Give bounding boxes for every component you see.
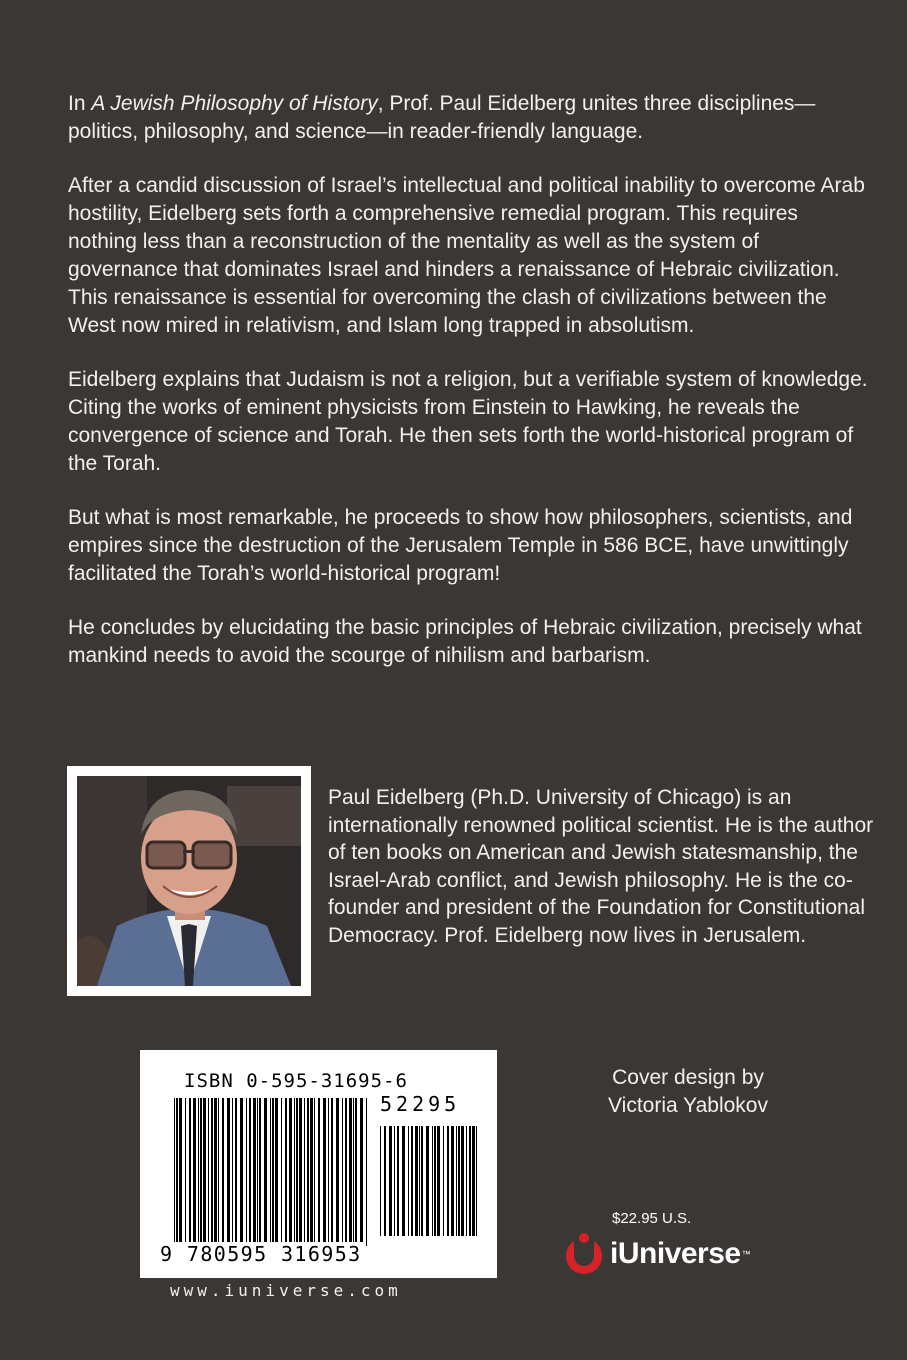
ean-number: 9 780595 316953 bbox=[160, 1242, 362, 1266]
barcode-bar bbox=[342, 1098, 343, 1246]
barcode-bar bbox=[257, 1098, 258, 1246]
barcode-bar bbox=[447, 1126, 449, 1236]
barcode-bar bbox=[349, 1098, 352, 1246]
barcode-bar bbox=[456, 1126, 457, 1236]
barcode-bar bbox=[235, 1098, 237, 1246]
publisher-name: iUniverse bbox=[610, 1237, 741, 1270]
barcode-bar bbox=[232, 1098, 233, 1246]
price-barcode bbox=[380, 1126, 480, 1236]
barcode-bar bbox=[328, 1098, 329, 1246]
barcode-bar bbox=[434, 1126, 436, 1236]
barcode-bar bbox=[426, 1126, 429, 1236]
author-photo-frame bbox=[67, 766, 311, 996]
barcode-bar bbox=[285, 1098, 287, 1246]
barcode-bar bbox=[264, 1098, 267, 1246]
blurb-paragraph-2: After a candid discussion of Israel’s intellectual and political inability to overcome Arab hostility, Eidelberg sets forth a comprehensive remedial program. This requires nothing less than a reconstruction of the mentality as well as the system of governance that dominates Israel and hinders a renaissance of Hebraic civilization. This renaissance is essential for overcoming the clash of civilizations between the West now mired in relativism, and Islam long trapped in absolutism. bbox=[68, 174, 865, 337]
publisher-website: www.iuniverse.com bbox=[170, 1281, 402, 1300]
cover-designer-name: Victoria Yablokov bbox=[608, 1094, 768, 1117]
barcode-bar bbox=[211, 1098, 213, 1246]
barcode-bar bbox=[314, 1098, 315, 1246]
cover-credit bbox=[588, 1064, 788, 1120]
blurb-p1-rest: , Prof. Paul Eidelberg unites three disciplines—politics, philosophy, and science—in reader-friendly language. bbox=[68, 92, 816, 143]
barcode-bar bbox=[185, 1098, 186, 1246]
barcode-bar bbox=[411, 1126, 413, 1236]
cover-credit-line-1: Cover design by bbox=[612, 1066, 764, 1089]
barcode-bar bbox=[355, 1098, 357, 1246]
barcode-bar bbox=[472, 1126, 475, 1236]
book-title: A Jewish Philosophy of History bbox=[91, 92, 378, 115]
blurb-paragraph-3: Eidelberg explains that Judaism is not a religion, but a verifiable system of knowledge. Citing the works of eminent physicists from Einstein to Hawking, he reveals the convergence of science and Torah. He then sets forth the world-historical program of the Torah. bbox=[68, 368, 868, 475]
barcode-bar bbox=[198, 1098, 199, 1246]
barcode-bar bbox=[179, 1098, 182, 1246]
barcode-bar bbox=[253, 1098, 256, 1246]
barcode-bar bbox=[294, 1098, 295, 1246]
barcode-bar bbox=[200, 1098, 202, 1246]
ean-barcode bbox=[174, 1098, 370, 1246]
barcode-bar bbox=[218, 1098, 219, 1246]
blurb-paragraph-4: But what is most remarkable, he proceeds to show how philosophers, scientists, and empires since the destruction of the Jerusalem Temple in 586 BCE, have unwittingly facilitated the Torah’s world-historical program! bbox=[68, 506, 853, 585]
barcode-bar bbox=[270, 1098, 271, 1246]
back-cover-blurb bbox=[68, 90, 868, 696]
barcode-bar bbox=[419, 1126, 420, 1236]
barcode-bar bbox=[451, 1126, 454, 1236]
barcode-bar bbox=[421, 1126, 423, 1236]
barcode-bar bbox=[384, 1126, 386, 1236]
barcode-bar bbox=[189, 1098, 191, 1246]
barcode-bar bbox=[437, 1126, 440, 1236]
barcode-bar bbox=[366, 1098, 367, 1246]
barcode-bar bbox=[331, 1098, 333, 1246]
barcode-bar bbox=[208, 1098, 209, 1246]
barcode-bar bbox=[466, 1126, 467, 1236]
barcode-bar bbox=[307, 1098, 309, 1246]
barcode-bar bbox=[299, 1098, 302, 1246]
barcode-bar bbox=[345, 1098, 347, 1246]
barcode-bar bbox=[323, 1098, 326, 1246]
barcode-bar bbox=[272, 1098, 274, 1246]
iuniverse-logo-icon bbox=[564, 1232, 604, 1276]
isbn-label: ISBN 0-595-31695-6 bbox=[184, 1070, 408, 1092]
publisher-logo bbox=[564, 1232, 751, 1276]
barcode-bar bbox=[408, 1126, 409, 1236]
blurb-paragraph-1 bbox=[68, 90, 868, 146]
barcode-bar bbox=[461, 1126, 464, 1236]
barcode-bar bbox=[296, 1098, 298, 1246]
author-bio: Paul Eidelberg (Ph.D. University of Chicago) is an internationally renowned political scientist. He is the author of ten books on American and Jewish statesmanship, the Israel-Arab conflict, and Jewish philosophy. He is the co-founder and president of the Foundation for Constitutional Democracy. Prof. Eidelberg now lives in Jerusalem. bbox=[328, 786, 874, 947]
barcode-bar bbox=[397, 1126, 399, 1236]
barcode-bar bbox=[310, 1098, 313, 1246]
barcode-bar bbox=[289, 1098, 292, 1246]
barcode-panel bbox=[140, 1050, 497, 1278]
barcode-bar bbox=[275, 1098, 278, 1246]
barcode-bar bbox=[174, 1098, 175, 1246]
barcode-bar bbox=[394, 1126, 395, 1236]
barcode-bar bbox=[246, 1098, 247, 1246]
barcode-bar bbox=[240, 1098, 243, 1246]
blurb-prefix: In bbox=[68, 92, 92, 115]
barcode-bar bbox=[203, 1098, 206, 1246]
blurb-paragraph-5: He concludes by elucidating the basic principles of Hebraic civilization, precisely what mankind needs to avoid the scourge of nihilism and barbarism. bbox=[68, 616, 862, 667]
barcode-bar bbox=[389, 1126, 392, 1236]
barcode-bar bbox=[458, 1126, 460, 1236]
barcode-bar bbox=[318, 1098, 320, 1246]
barcode-bar bbox=[432, 1126, 433, 1236]
barcode-bar bbox=[222, 1098, 224, 1246]
barcode-bar bbox=[469, 1126, 471, 1236]
barcode-bar bbox=[227, 1098, 230, 1246]
price-code: 52295 bbox=[380, 1092, 461, 1116]
barcode-bar bbox=[443, 1126, 444, 1236]
barcode-bar bbox=[304, 1098, 305, 1246]
barcode-bar bbox=[476, 1126, 477, 1236]
barcode-bar bbox=[259, 1098, 261, 1246]
author-photo bbox=[77, 776, 301, 986]
barcode-bar bbox=[415, 1126, 418, 1236]
barcode-bar bbox=[249, 1098, 251, 1246]
barcode-bar bbox=[336, 1098, 339, 1246]
trademark-symbol: ™ bbox=[741, 1249, 751, 1259]
barcode-bar bbox=[176, 1098, 178, 1246]
barcode-bar bbox=[380, 1126, 381, 1236]
price-label: $22.95 U.S. bbox=[612, 1210, 692, 1227]
barcode-bar bbox=[360, 1098, 363, 1246]
barcode-bar bbox=[353, 1098, 354, 1246]
barcode-bar bbox=[214, 1098, 217, 1246]
barcode-bar bbox=[402, 1126, 405, 1236]
barcode-bar bbox=[281, 1098, 282, 1246]
barcode-bar bbox=[193, 1098, 196, 1246]
author-portrait-illustration bbox=[77, 776, 301, 986]
